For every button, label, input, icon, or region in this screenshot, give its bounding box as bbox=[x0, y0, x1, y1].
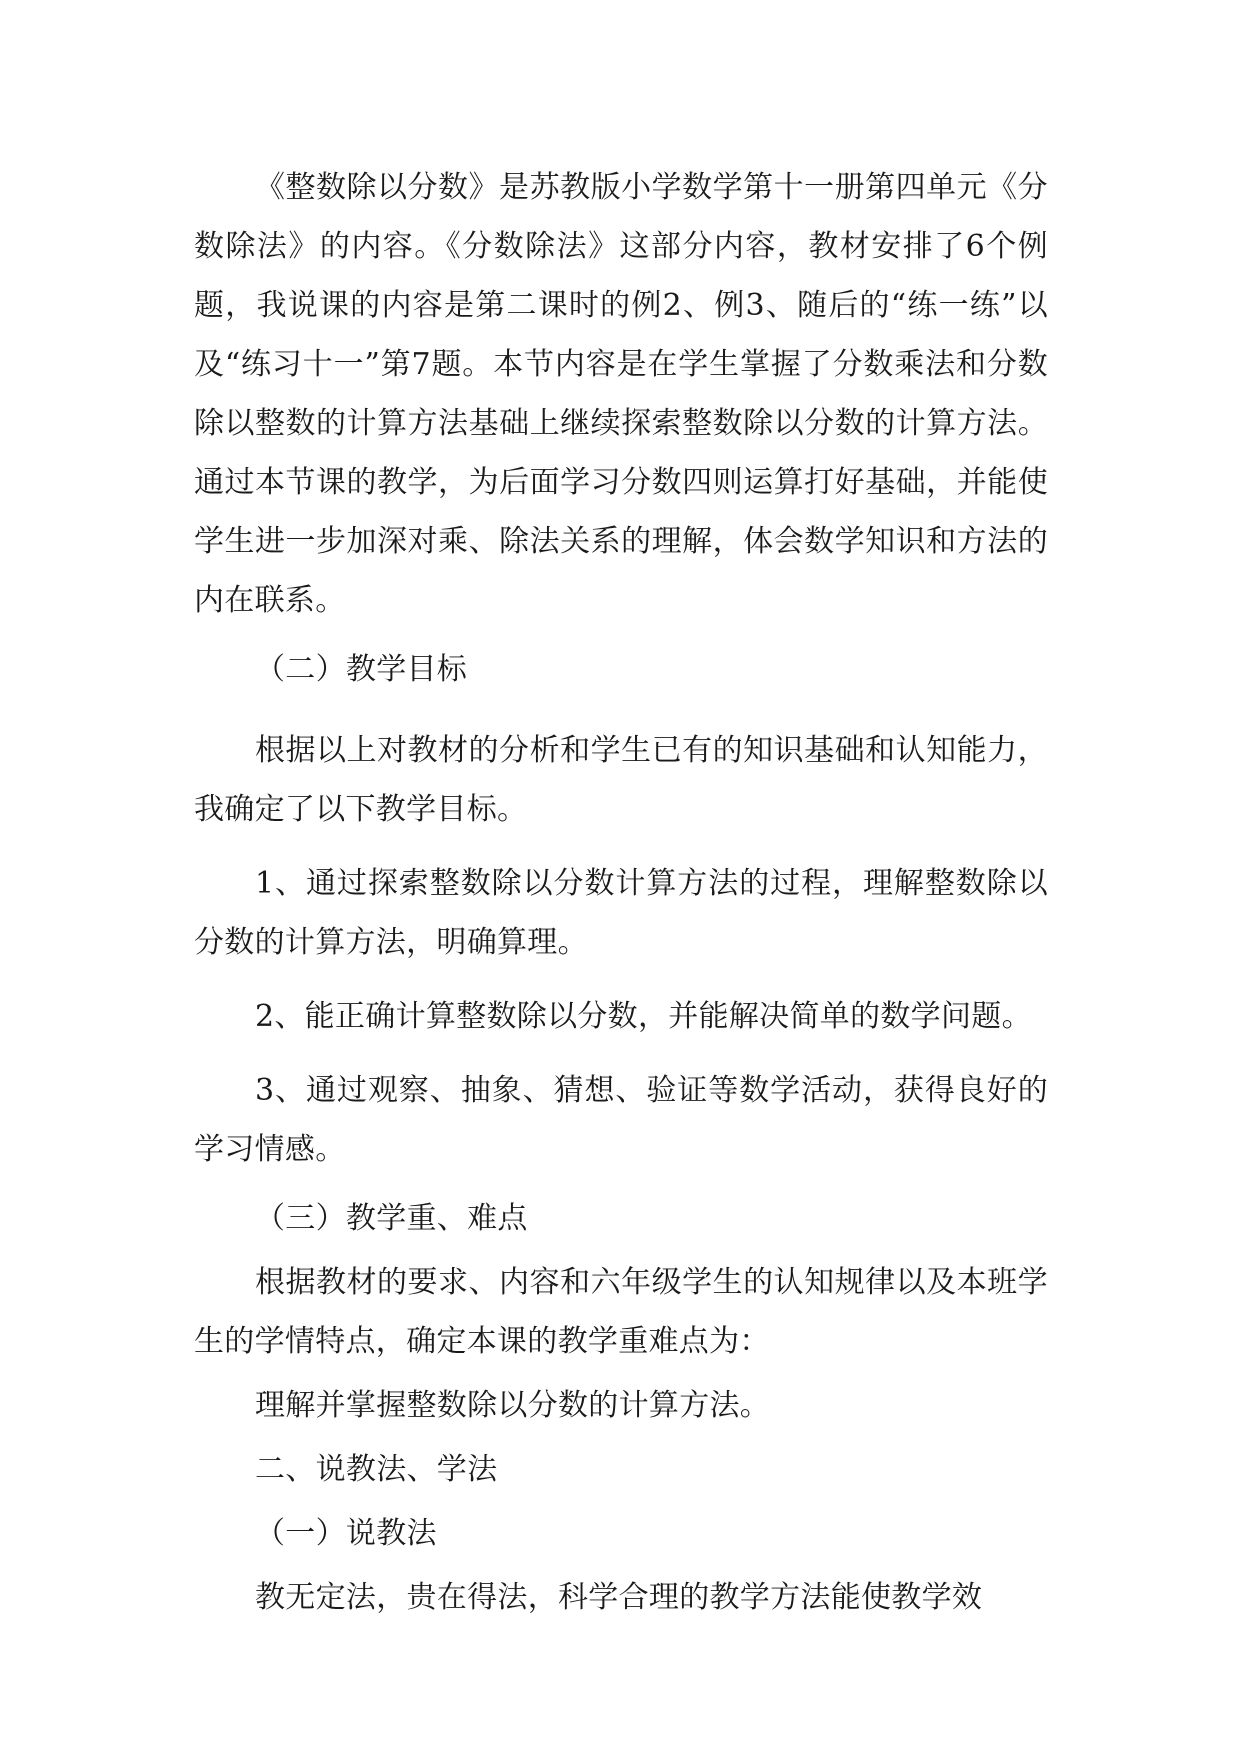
key-point-statement: 理解并掌握整数除以分数的计算方法。 bbox=[255, 1388, 771, 1423]
intro-paragraph: 《整数除以分数》是苏教版小学数学第十一册第四单元《分数除法》的内容。《分数除法》这部分内容，教材安排了6个例题，我说课的内容是第二课时的例2、例3、随后的“练一练”以及“练习十一”第7题。本节内容是在学生掌握了分数乘法和分数除以整数的计算方法基础上继续探索整数除以分数的计算方法。通过本节课的教学，为后面学习分数四则运算打好基础，并能使学生进一步加深对乘、除法关系的理解，体会数学知识和方法的内在联系。 bbox=[194, 170, 1048, 618]
section-heading-teaching-goals: （二）教学目标 bbox=[255, 652, 468, 687]
subsection-heading-teaching-method: （一）说教法 bbox=[255, 1516, 437, 1551]
goal-item-1: 1、通过探索整数除以分数计算方法的过程，理解整数除以分数的计算方法，明确算理。 bbox=[194, 866, 1048, 960]
goal-item-2: 2、能正确计算整数除以分数，并能解决简单的数学问题。 bbox=[255, 999, 1032, 1034]
document-body bbox=[194, 158, 1048, 1627]
section-heading-methods: 二、说教法、学法 bbox=[255, 1452, 498, 1487]
goals-intro-paragraph: 根据以上对教材的分析和学生已有的知识基础和认知能力，我确定了以下教学目标。 bbox=[194, 733, 1048, 827]
goal-item-3: 3、通过观察、抽象、猜想、验证等数学活动，获得良好的学习情感。 bbox=[194, 1073, 1048, 1167]
teaching-method-paragraph: 教无定法，贵在得法，科学合理的教学方法能使教学效 bbox=[255, 1580, 983, 1615]
key-points-paragraph: 根据教材的要求、内容和六年级学生的认知规律以及本班学生的学情特点，确定本课的教学重难点为： bbox=[194, 1265, 1048, 1359]
section-heading-key-points: （三）教学重、难点 bbox=[255, 1201, 528, 1236]
